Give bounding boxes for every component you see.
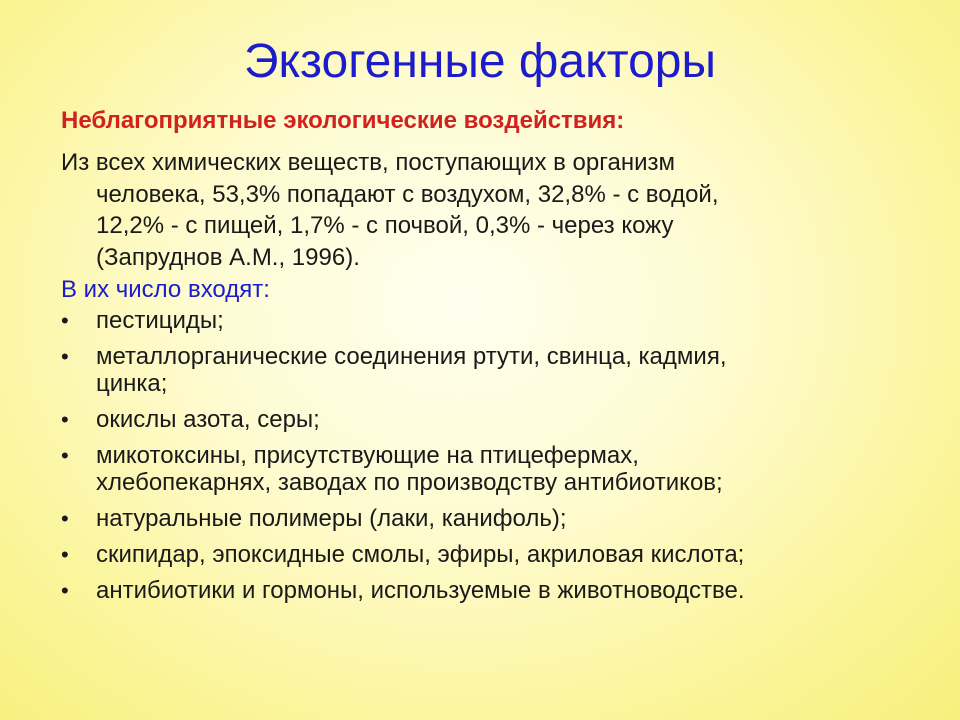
list-item-text: окислы азота, серы; (96, 406, 320, 433)
list-item (61, 505, 921, 532)
bullet-icon: • (61, 542, 69, 567)
list-item (61, 343, 921, 397)
list-item-text: микотоксины, присутствующие на птицефермах, (96, 442, 639, 469)
list-item-text: натуральные полимеры (лаки, канифоль); (96, 505, 567, 532)
list-item-text: антибиотики и гормоны, используемые в животноводстве. (96, 577, 745, 604)
bullet-list (61, 307, 921, 613)
intro-line: человека, 53,3% попадают с воздухом, 32,8% - с водой, (96, 180, 719, 208)
bullet-icon: • (61, 344, 69, 369)
list-item (61, 307, 921, 334)
intro-line: (Запруднов А.М., 1996). (96, 243, 360, 271)
list-item (61, 541, 921, 568)
bullet-icon: • (61, 506, 69, 531)
intro-paragraph (61, 147, 821, 273)
intro-line: 12,2% - с пищей, 1,7% - с почвой, 0,3% - через кожу (96, 212, 674, 239)
list-item-text: пестициды; (96, 307, 224, 334)
list-item-text: цинка; (96, 370, 168, 397)
slide-title: Экзогенные факторы (244, 35, 716, 88)
bullet-icon: • (61, 308, 69, 333)
bullet-icon: • (61, 578, 69, 603)
list-item (61, 577, 921, 604)
list-item-text: хлебопекарнях, заводах по производству антибиотиков; (96, 469, 723, 496)
slide-subtitle: Неблагоприятные экологические воздействия: (61, 107, 625, 134)
intro-line: Из всех химических веществ, поступающих в организм (61, 149, 675, 176)
list-item-text: металлорганические соединения ртути, свинца, кадмия, (96, 343, 727, 370)
list-item-text: скипидар, эпоксидные смолы, эфиры, акриловая кислота; (96, 541, 745, 568)
bullet-icon: • (61, 443, 69, 468)
bullet-icon: • (61, 407, 69, 432)
list-item (61, 442, 921, 496)
list-item (61, 406, 921, 433)
list-lead: В их число входят: (61, 276, 270, 303)
